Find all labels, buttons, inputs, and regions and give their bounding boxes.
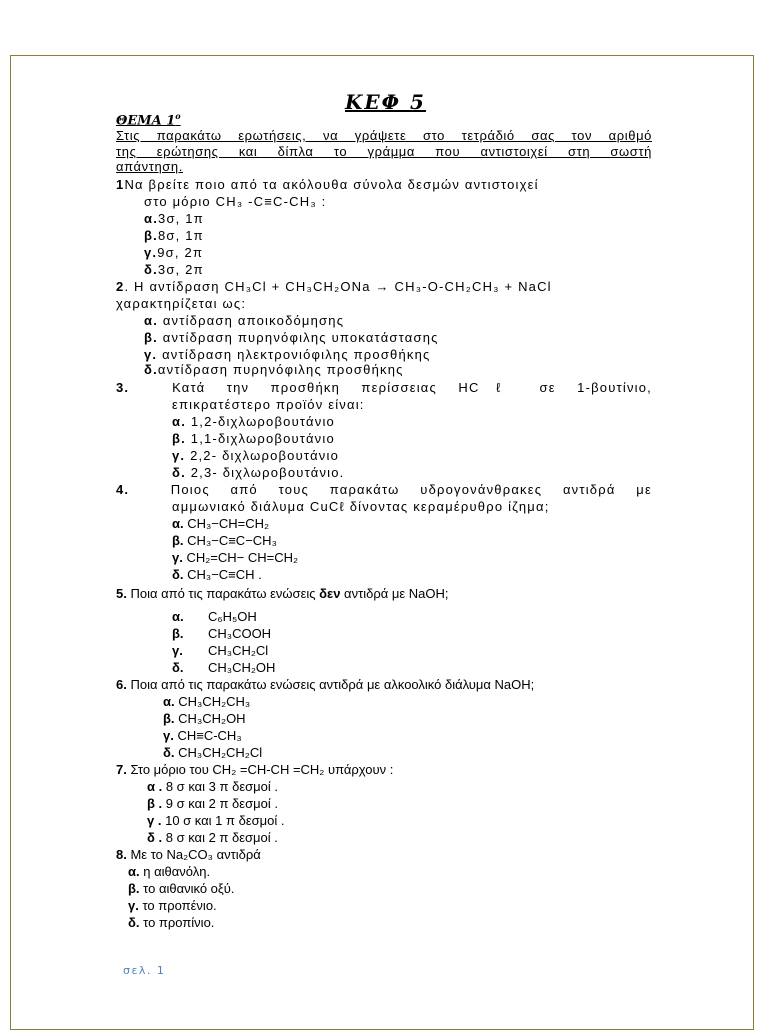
question-7-option-d: δ . 8 σ και 2 π δεσμοί . <box>147 830 278 845</box>
question-7-option-b: β . 9 σ και 2 π δεσμοί . <box>147 796 278 811</box>
page-number: σελ. 1 <box>123 964 166 977</box>
question-3-option-a: α. 1,2-διχλωροβουτάνιο <box>172 414 335 429</box>
section-heading: ΘΕΜΑ $1^o$ <box>116 111 181 129</box>
question-1-option-b: β.8σ, 1π <box>144 228 204 243</box>
question-2-line-1: 2. Η αντίδραση CH₃Cl + CH₃CH₂ONa → CH₃-O-CH₂CH₃ + NaCl <box>116 279 552 294</box>
page-border <box>10 55 754 1030</box>
question-7-stem: 7. Στο μόριο του CH₂ =CH-CH =CH₂ υπάρχουν : <box>116 762 394 777</box>
question-4-option-d: δ. CH₃−C≡CH . <box>172 567 262 582</box>
document-title: ΚΕΦ 5 <box>345 90 426 114</box>
question-5-option-d: δ. CH₃CH₂OH <box>172 660 276 675</box>
question-5-option-a: α. C₆H₅OH <box>172 609 257 624</box>
question-7-option-c: γ . 10 σ και 1 π δεσμοί . <box>147 813 285 828</box>
question-6-stem: 6. Ποια από τις παρακάτω ενώσεις αντιδρά με αλκοολικό διάλυμα NaOH; <box>116 677 535 692</box>
question-8-option-a: α. η αιθανόλη. <box>128 864 211 879</box>
question-3-option-d: δ. 2,3- διχλωροβουτάνιο. <box>172 465 345 480</box>
question-2-option-c: γ. αντίδραση ηλεκτρονιόφιλης προσθήκης <box>144 347 431 362</box>
question-4-option-b: β. CH₃−C≡C−CH₃ <box>172 533 277 548</box>
question-1-line-2: στο μόριο CH₃ -C≡C-CH₃ : <box>144 194 327 209</box>
question-3-line-1: 3. Κατά την προσθήκη περίσσειας HCℓ σε 1-βουτίνιο, <box>116 380 652 395</box>
question-6-option-c: γ. CH≡C-CH₃ <box>163 728 242 743</box>
question-8-stem: 8. Με το Na₂CO₃ αντιδρά <box>116 847 261 862</box>
question-7-option-a: α . 8 σ και 3 π δεσμοί . <box>147 779 278 794</box>
question-5-stem: 5. Ποια από τις παρακάτω ενώσεις δεν αντιδρά με NaOH; <box>116 586 449 601</box>
question-2-line-2: χαρακτηρίζεται ως: <box>116 296 247 311</box>
question-3-line-2: επικρατέστερο προϊόν είναι: <box>172 397 365 412</box>
question-4-option-a: α. CH₃−CH=CH₂ <box>172 516 270 531</box>
question-6-option-a: α. CH₃CH₂CH₃ <box>163 694 251 709</box>
question-2-option-d: δ.αντίδραση πυρηνόφιλης προσθήκης <box>144 362 404 377</box>
question-8-option-b: β. το αιθανικό οξύ. <box>128 881 235 896</box>
instructions: Στις παρακάτω ερωτήσεις, να γράψετε στο τετράδιό σας τον αριθμό της ερώτησης και δίπλα το γράμμα που αντιστοιχεί στη σωστή απάντηση. <box>116 128 652 174</box>
question-8-option-d: δ. το προπίνιο. <box>128 915 215 930</box>
question-3-option-c: γ. 2,2- διχλωροβουτάνιο <box>172 448 340 463</box>
question-1-option-d: δ.3σ, 2π <box>144 262 204 277</box>
question-1-option-a: α.3σ, 1π <box>144 211 204 226</box>
question-1-option-c: γ.9σ, 2π <box>144 245 204 260</box>
question-2-option-a: α. αντίδραση αποικοδόμησης <box>144 313 345 328</box>
question-1-line-1: 1Να βρείτε ποιο από τα ακόλουθα σύνολα δεσμών αντιστοιχεί <box>116 177 539 192</box>
question-4-line-1: 4. Ποιος από τους παρακάτω υδρογονάνθρακες αντιδρά με <box>116 482 652 497</box>
question-6-option-d: δ. CH₃CH₂CH₂Cl <box>163 745 263 760</box>
question-5-option-c: γ. CH₃CH₂Cl <box>172 643 269 658</box>
question-6-option-b: β. CH₃CH₂OH <box>163 711 246 726</box>
question-4-line-2: αμμωνιακό διάλυμα CuCℓ δίνοντας κεραμέρυθρο ίζημα; <box>172 499 550 514</box>
question-5-option-b: β. CH₃COOH <box>172 626 272 641</box>
question-8-option-c: γ. το προπένιο. <box>128 898 217 913</box>
question-4-option-c: γ. CH₂=CH− CH=CH₂ <box>172 550 299 565</box>
question-2-option-b: β. αντίδραση πυρηνόφιλης υποκατάστασης <box>144 330 439 345</box>
question-3-option-b: β. 1,1-διχλωροβουτάνιο <box>172 431 335 446</box>
